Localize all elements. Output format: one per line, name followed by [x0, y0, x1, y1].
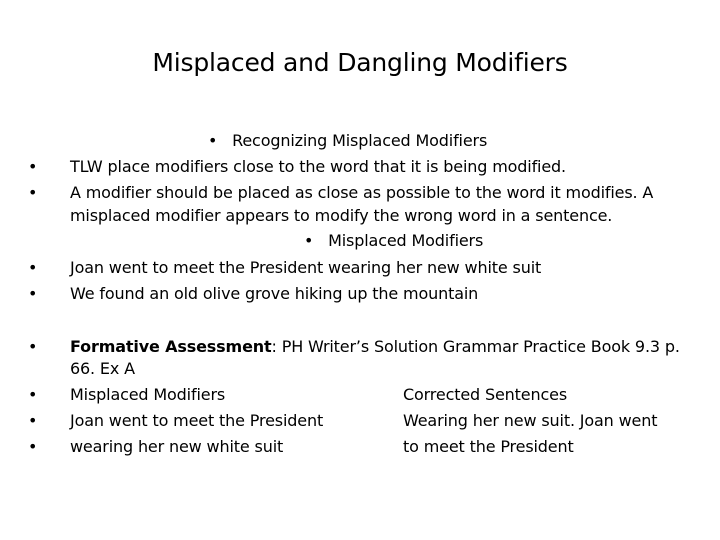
assessment-line2: 66. Ex A: [70, 359, 135, 378]
bullet-icon: •: [28, 258, 38, 277]
bullet-icon: •: [28, 183, 38, 202]
left-row2: wearing her new white suit: [70, 437, 284, 456]
subheading-text: Misplaced Modifiers: [328, 231, 484, 250]
heading-recognizing: [208, 131, 487, 150]
col-right-header: Corrected Sentences: [403, 385, 568, 404]
bullet-icon: •: [304, 231, 314, 250]
assessment-line1: [70, 337, 680, 356]
example-joan: Joan went to meet the President wearing her new white suit: [70, 258, 542, 277]
bullet-icon: •: [28, 284, 38, 303]
example-olive: We found an old olive grove hiking up the mountain: [70, 284, 479, 303]
heading-text: Recognizing Misplaced Modifiers: [232, 131, 488, 150]
item-tlw: TLW place modifiers close to the word that it is being modified.: [70, 157, 566, 176]
col-left-header: Misplaced Modifiers: [70, 385, 226, 404]
bullet-icon: •: [28, 385, 38, 404]
left-row1: Joan went to meet the President: [70, 411, 324, 430]
right-row2: to meet the President: [403, 437, 574, 456]
subheading-misplaced: [304, 231, 483, 250]
bullet-icon: •: [28, 337, 38, 356]
slide-title: Misplaced and Dangling Modifiers: [152, 48, 568, 77]
bullet-icon: •: [28, 157, 38, 176]
item-modifier-line2: misplaced modifier appears to modify the wrong word in a sentence.: [70, 206, 613, 225]
assessment-label: Formative Assessment: [70, 337, 272, 356]
bullet-icon: •: [28, 437, 38, 456]
right-row1: Wearing her new suit. Joan went: [403, 411, 658, 430]
bullet-icon: •: [208, 131, 218, 150]
assessment-text: : PH Writer’s Solution Grammar Practice Book 9.3 p.: [271, 337, 680, 356]
item-modifier-line1: A modifier should be placed as close as possible to the word it modifies. A: [70, 183, 654, 202]
bullet-icon: •: [28, 411, 38, 430]
